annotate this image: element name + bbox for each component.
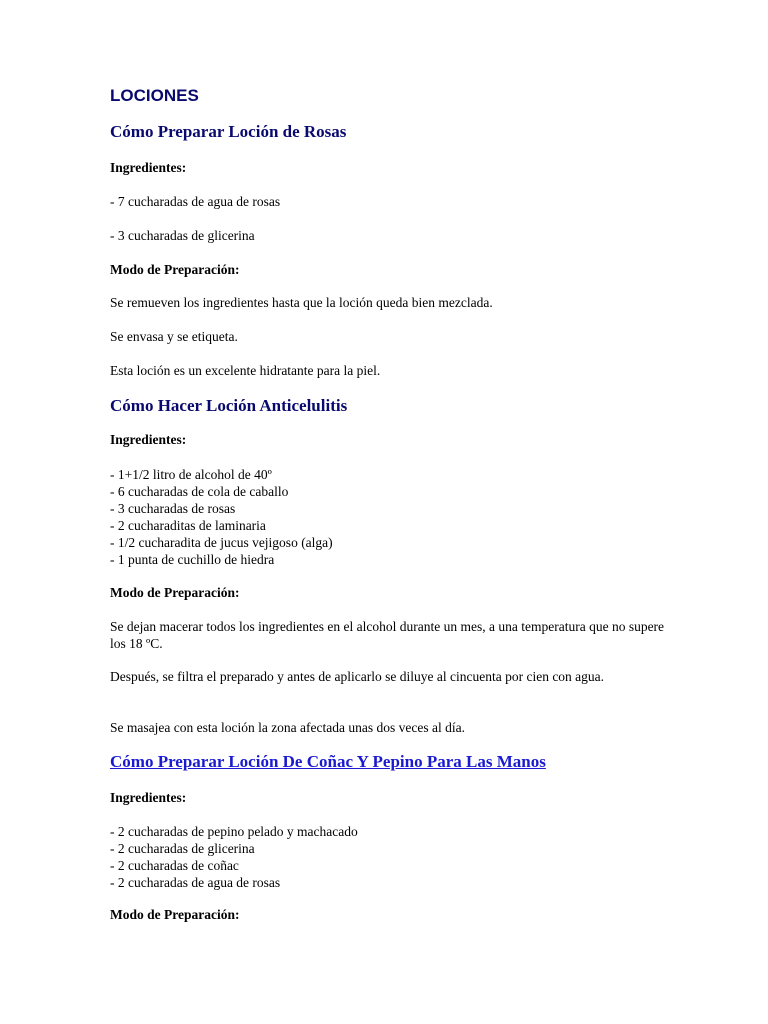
ingredients-label: Ingredientes: <box>110 432 187 447</box>
section-title-rosas: Cómo Preparar Loción de Rosas <box>110 122 347 141</box>
preparation-label: Modo de Preparación: <box>110 907 240 922</box>
ingredient-item: - 2 cucharaditas de laminaria <box>110 518 266 533</box>
ingredient-item: - 6 cucharadas de cola de caballo <box>110 484 289 499</box>
ingredient-item: - 2 cucharadas de coñac <box>110 858 239 873</box>
ingredient-item: - 2 cucharadas de pepino pelado y machacado <box>110 824 358 839</box>
preparation-step: Se envasa y se etiqueta. <box>110 329 238 344</box>
section-title-anticelulitis: Cómo Hacer Loción Anticelulitis <box>110 396 348 415</box>
ingredient-item: - 3 cucharadas de glicerina <box>110 228 255 243</box>
preparation-step: Se dejan macerar todos los ingredientes en el alcohol durante un mes, a una temperatura que no supere los 18 ºC. <box>110 619 665 651</box>
page-title: LOCIONES <box>110 86 199 105</box>
preparation-step: Se remueven los ingredientes hasta que la loción queda bien mezclada. <box>110 295 493 310</box>
section-title-conac-pepino-link[interactable]: Cómo Preparar Loción De Coñac Y Pepino Para Las Manos <box>110 752 546 771</box>
ingredient-item: - 2 cucharadas de agua de rosas <box>110 875 281 890</box>
preparation-step: Después, se filtra el preparado y antes de aplicarlo se diluye al cincuenta por cien con agua. <box>110 669 605 684</box>
ingredients-label: Ingredientes: <box>110 790 187 805</box>
ingredient-item: - 2 cucharadas de glicerina <box>110 841 255 856</box>
preparation-step: Esta loción es un excelente hidratante para la piel. <box>110 363 381 378</box>
preparation-label: Modo de Preparación: <box>110 585 240 600</box>
ingredient-item: - 1 punta de cuchillo de hiedra <box>110 552 275 567</box>
ingredient-item: - 7 cucharadas de agua de rosas <box>110 194 281 209</box>
ingredient-item: - 1/2 cucharadita de jucus vejigoso (alga) <box>110 535 333 550</box>
ingredient-item: - 3 cucharadas de rosas <box>110 501 236 516</box>
ingredients-label: Ingredientes: <box>110 160 187 175</box>
preparation-label: Modo de Preparación: <box>110 262 240 277</box>
ingredient-item: - 1+1/2 litro de alcohol de 40º <box>110 467 272 482</box>
preparation-step: Se masajea con esta loción la zona afectada unas dos veces al día. <box>110 720 465 735</box>
